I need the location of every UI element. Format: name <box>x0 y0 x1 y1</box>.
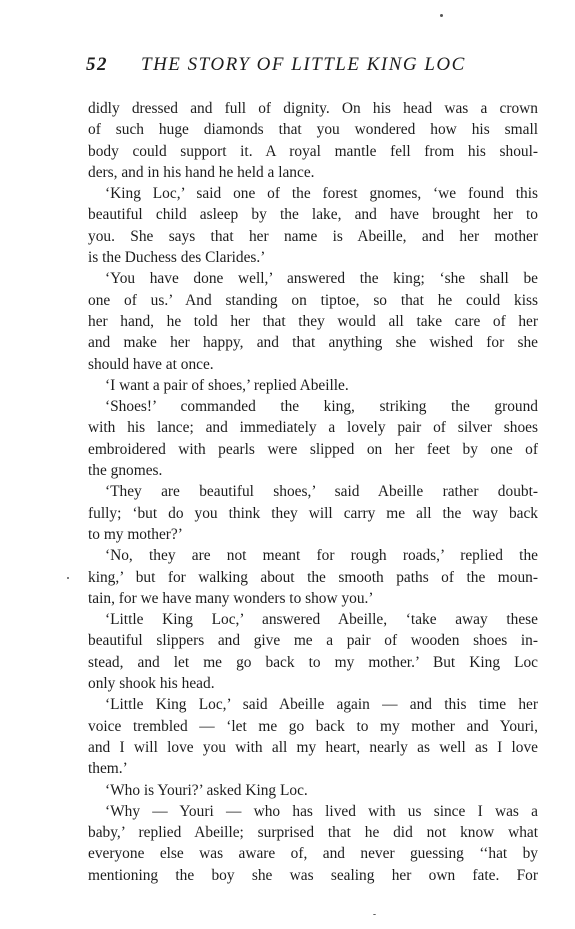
text-line: beautiful slippers and give me a pair of wooden shoes in- <box>88 632 538 650</box>
text-line: ‘King Loc,’ said one of the forest gnomes, ‘we found this <box>105 185 538 203</box>
text-line: you. She says that her name is Abeille, and her mother <box>88 227 538 245</box>
print-speck-top <box>440 14 443 17</box>
print-speck-bottom <box>373 914 376 915</box>
text-line: everyone else was aware of, and never guessing ‘‘hat by <box>88 845 538 863</box>
text-line: them.’ <box>88 760 128 778</box>
body-text <box>88 98 538 886</box>
text-line: baby,’ replied Abeille; surprised that he did not know what <box>88 824 538 842</box>
text-line: is the Duchess des Clarides.’ <box>88 249 266 267</box>
text-line: ‘No, they are not meant for rough roads,’ replied the <box>105 547 538 565</box>
text-line: with his lance; and immediately a lovely pair of silver shoes <box>88 419 538 437</box>
text-line: only shook his head. <box>88 675 215 693</box>
text-line: to my mother?’ <box>88 525 183 543</box>
text-line: the gnomes. <box>88 462 163 480</box>
text-line: ‘Little King Loc,’ said Abeille again — and this time her <box>105 696 538 714</box>
text-line: her hand, he told her that they would all take care of her <box>88 312 538 330</box>
text-line: one of us.’ And standing on tiptoe, so that he could kiss <box>88 291 538 309</box>
text-line: voice trembled — ‘let me go back to my mother and Youri, <box>88 717 538 735</box>
text-line: ‘Little King Loc,’ answered Abeille, ‘take away these <box>105 611 538 629</box>
text-line: ‘Why — Youri — who has lived with us since I was a <box>105 802 538 820</box>
text-line: body could support it. A royal mantle fell from his shoul- <box>88 142 538 160</box>
text-line: and I will love you with all my heart, nearly as well as I love <box>88 738 538 756</box>
text-line: ders, and in his hand he held a lance. <box>88 163 315 181</box>
text-line: ‘You have done well,’ answered the king; ‘she shall be <box>105 270 538 288</box>
running-head <box>86 54 541 80</box>
text-line: beautiful child asleep by the lake, and have brought her to <box>88 206 538 224</box>
text-line: fully; ‘but do you think they will carry me all the way back <box>88 504 538 522</box>
text-line: ‘Shoes!’ commanded the king, striking the ground <box>105 398 538 416</box>
text-line: ‘They are beautiful shoes,’ said Abeille rather doubt- <box>105 483 538 501</box>
text-line: stead, and let me go back to my mother.’ But King Loc <box>88 653 538 671</box>
page-number: 52 <box>86 54 108 75</box>
text-line: of such huge diamonds that you wondered how his small <box>88 121 538 139</box>
text-line: king,’ but for walking about the smooth paths of the moun- <box>88 568 538 586</box>
text-line: embroidered with pearls were slipped on her feet by one of <box>88 440 538 458</box>
text-line: ‘I want a pair of shoes,’ replied Abeille. <box>105 376 349 394</box>
print-speck-margin <box>67 577 69 579</box>
text-line: mentioning the boy she was sealing her own fate. For <box>88 866 538 884</box>
text-line: and make her happy, and that anything she wished for she <box>88 334 538 352</box>
running-title: THE STORY OF LITTLE KING LOC <box>141 54 466 75</box>
text-line: tain, for we have many wonders to show you.’ <box>88 589 374 607</box>
text-line: didly dressed and full of dignity. On his head was a crown <box>88 100 538 117</box>
text-line: ‘Who is Youri?’ asked King Loc. <box>105 781 308 799</box>
text-line: should have at once. <box>88 355 214 373</box>
